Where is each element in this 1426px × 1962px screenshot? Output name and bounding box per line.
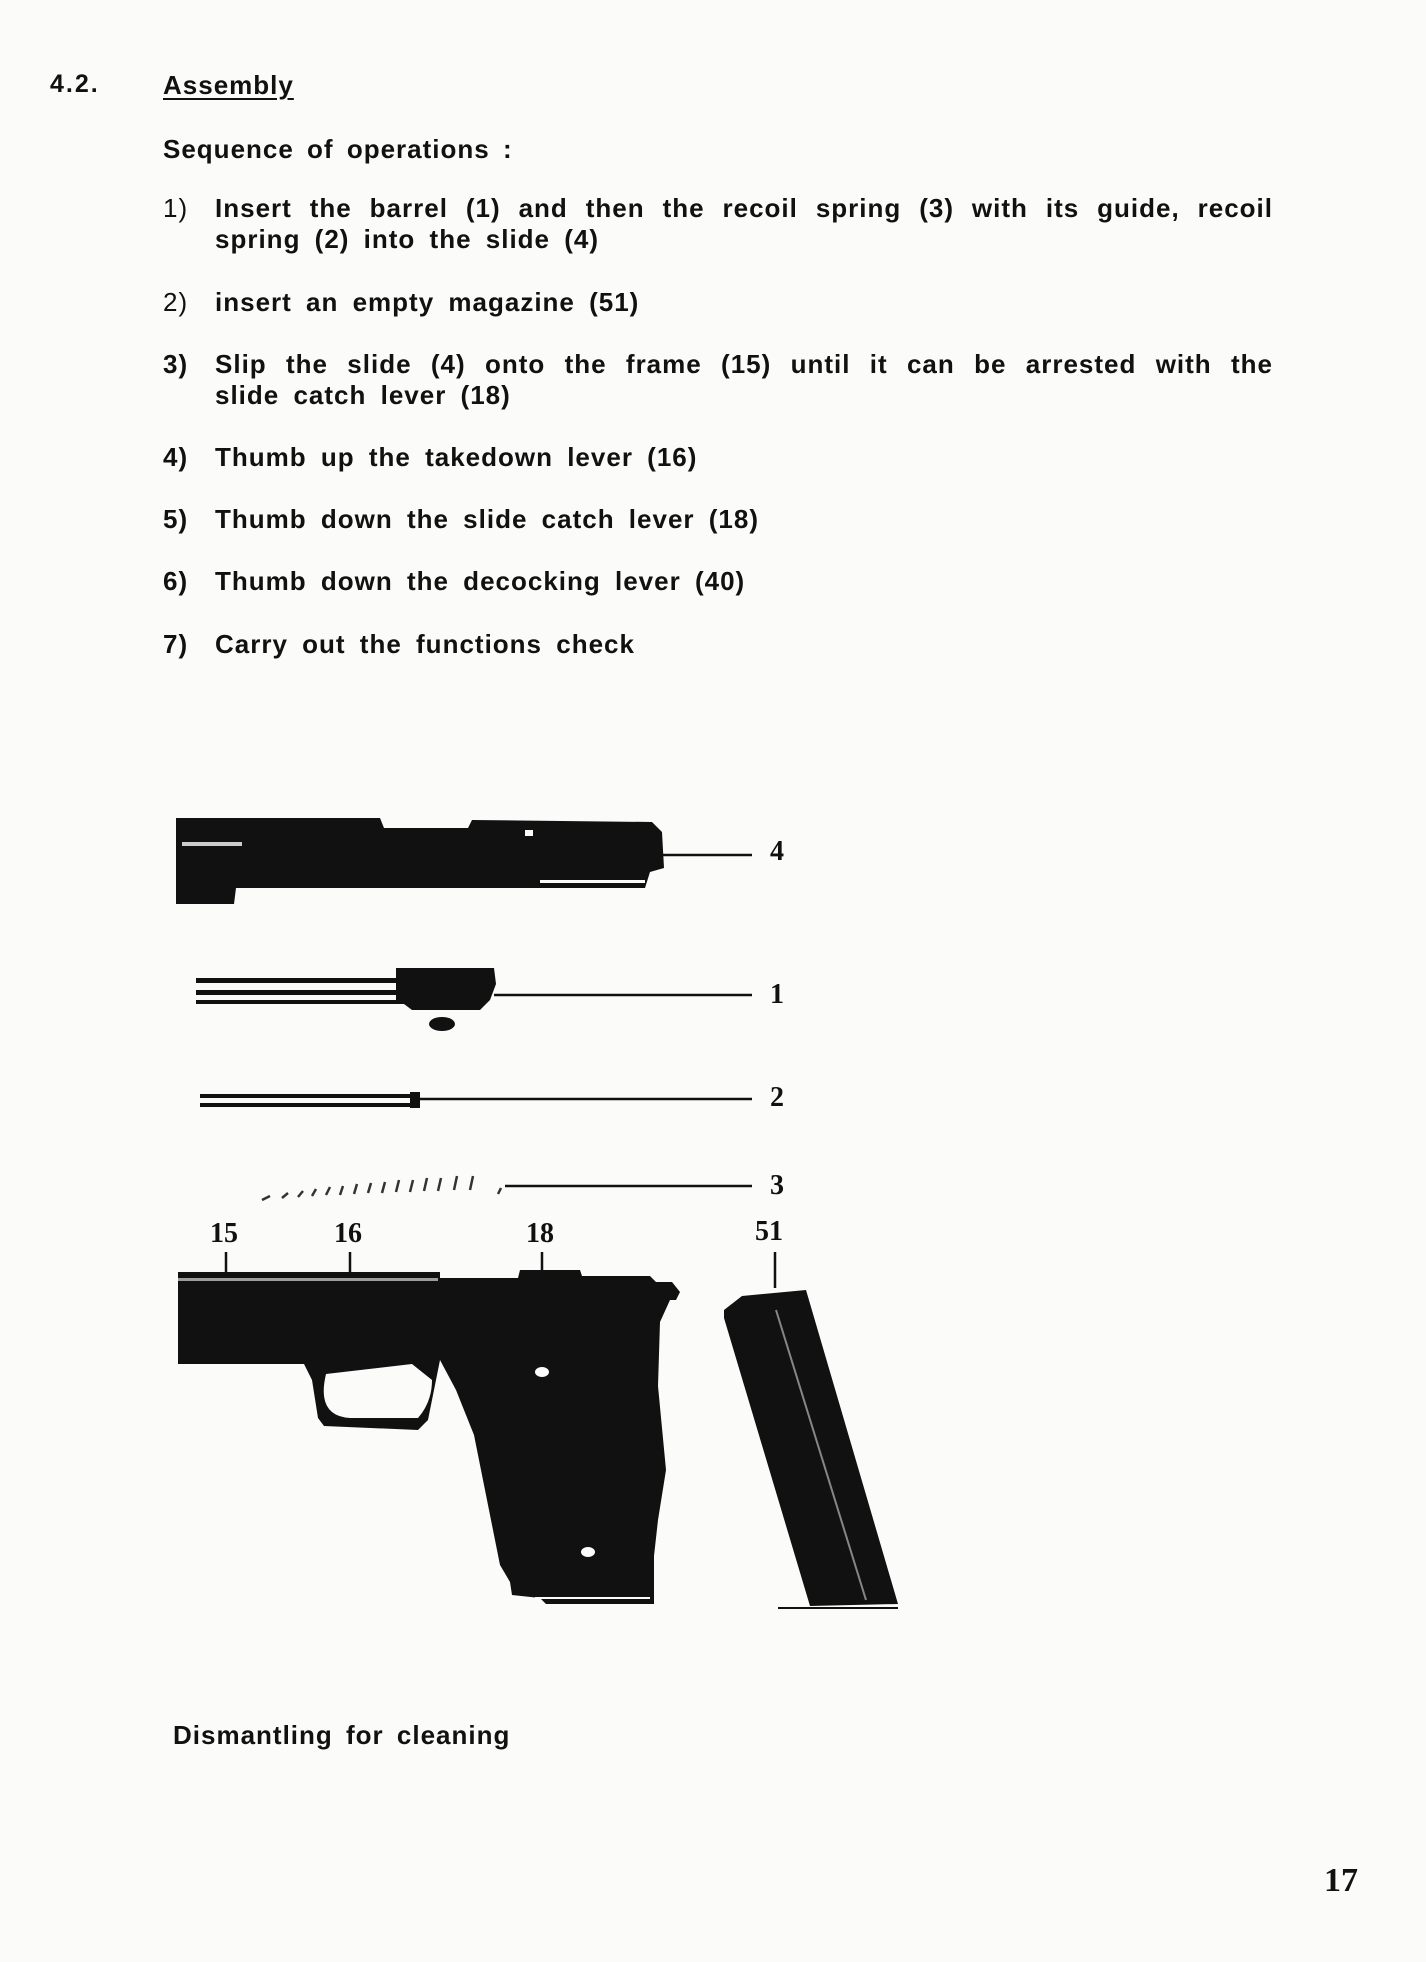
- callout-3: 3: [770, 1170, 784, 1201]
- recoil-spring-guide-part: [200, 1082, 784, 1113]
- step-text: Insert the barrel (1) and then the recoil spring (3) with its guide, recoil spring (2) into the slide (4): [215, 193, 1273, 254]
- callout-51: 51: [755, 1216, 783, 1247]
- step-text: insert an empty magazine (51): [215, 287, 640, 317]
- section-number: 4.2.: [50, 70, 100, 98]
- step-number: 5): [163, 504, 189, 534]
- page-number: 17: [1324, 1862, 1358, 1899]
- step-number: 4): [163, 442, 189, 472]
- step-text: Thumb down the decocking lever (40): [215, 566, 746, 596]
- step-text: Thumb up the takedown lever (16): [215, 442, 698, 472]
- step-number: 1): [163, 193, 189, 223]
- frame-part: [178, 1218, 680, 1604]
- step-number: 2): [163, 287, 189, 317]
- callout-16: 16: [334, 1218, 362, 1249]
- recoil-spring-part: [262, 1170, 784, 1201]
- figure-caption: Dismantling for cleaning: [173, 1720, 511, 1750]
- step-text: Thumb down the slide catch lever (18): [215, 504, 759, 534]
- slide-part: [176, 818, 784, 904]
- callout-4: 4: [770, 836, 784, 867]
- barrel-part: [196, 968, 784, 1031]
- callout-18: 18: [526, 1218, 554, 1249]
- callout-15: 15: [210, 1218, 238, 1249]
- step-text: Carry out the functions check: [215, 629, 635, 659]
- callout-1: 1: [770, 979, 784, 1010]
- magazine-part: [724, 1216, 898, 1608]
- step-number: 3): [163, 349, 189, 379]
- step-number: 6): [163, 566, 189, 596]
- callout-2: 2: [770, 1082, 784, 1113]
- step-number: 7): [163, 629, 189, 659]
- step-text: Slip the slide (4) onto the frame (15) until it can be arrested with the slide catch lever (18): [215, 349, 1273, 410]
- section-title: Assembly: [163, 70, 294, 100]
- sequence-label: Sequence of operations :: [163, 134, 513, 164]
